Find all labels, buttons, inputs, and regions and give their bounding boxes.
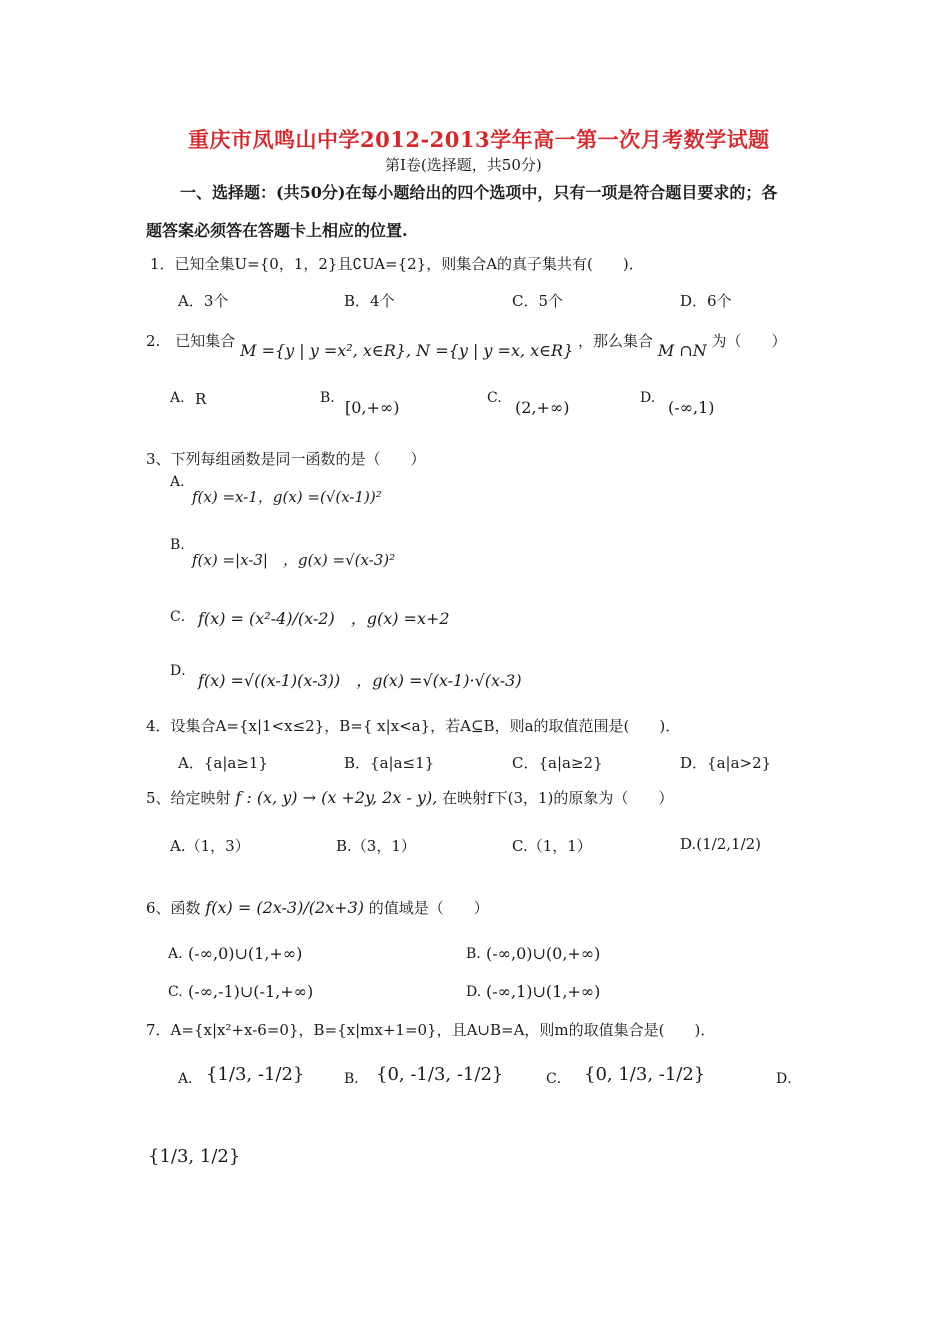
question-6-option-a: (-∞,0)∪(1,+∞) — [188, 944, 303, 963]
page-title: 重庆市凤鸣山中学2012-2013学年高一第一次月考数学试题 — [188, 127, 770, 152]
question-3-option-d: f(x) =√((x-1)(x-3)) ，g(x) =√(x-1)·√(x-3) — [198, 671, 522, 690]
question-2-label-b: B. — [320, 390, 335, 406]
question-3-option-b: f(x) =|x-3| ，g(x) =√(x-3)² — [192, 551, 396, 569]
question-6-stem-math: f(x) = (2x-3)/(2x+3) — [205, 898, 364, 917]
section-instruction-line2: 题答案必须答在答题卡上相应的位置. — [146, 221, 408, 240]
question-2-stem-math: M ={y | y =x², x∈R}, N ={y | y =x, x∈R} — [240, 341, 574, 360]
question-1-stem: 1．已知全集U={0，1，2}且∁UA={2}，则集合A的真子集共有( )． — [150, 255, 644, 273]
question-2-option-d: (-∞,1) — [668, 398, 715, 417]
question-6-stem-suffix: 的值域是（ ） — [368, 899, 489, 917]
question-4-option-a: A．{a|a≥1} — [178, 754, 268, 772]
question-6-label-d: D. — [466, 984, 482, 1000]
question-4-option-d: D．{a|a>2} — [680, 754, 772, 772]
question-2-stem-math2: M ∩N — [657, 341, 707, 360]
question-3-option-a: f(x) =x-1，g(x) =(√(x-1))² — [192, 488, 382, 506]
question-7-option-c: {0, 1/3, -1/2} — [584, 1064, 706, 1085]
question-5-option-a: A.（1，3） — [170, 837, 250, 855]
question-5-stem-math: f : (x, y) → (x +2y, 2x - y), — [235, 788, 438, 807]
question-3-label-d: D． — [170, 663, 196, 679]
question-1-option-d: D．6个 — [680, 292, 732, 310]
question-4-stem: 4．设集合A={x|1<x≤2}，B={ x|x<a}，若A⊆B，则a的取值范围是( )． — [146, 717, 681, 735]
question-6-option-c: (-∞,-1)∪(-1,+∞) — [188, 982, 314, 1001]
question-2-stem — [146, 330, 787, 360]
question-3-stem: 3、下列每组函数是同一函数的是（ ） — [146, 450, 426, 468]
question-2-stem-end: 为（ ） — [711, 332, 787, 350]
question-5-option-b: B.（3，1） — [336, 837, 416, 855]
question-5-stem-prefix: 5、给定映射 — [146, 789, 231, 807]
question-6-label-a: A. — [168, 946, 183, 962]
question-3-label-b: B. — [170, 537, 185, 553]
question-1-option-b: B．4个 — [344, 292, 395, 310]
question-3-option-c: f(x) = (x²-4)/(x-2) ，g(x) =x+2 — [198, 609, 450, 628]
page-subtitle: 第Ⅰ卷(选择题，共50分) — [385, 156, 542, 174]
question-2-stem-suffix: ，那么集合 — [578, 332, 654, 350]
question-6-option-d: (-∞,1)∪(1,+∞) — [486, 982, 601, 1001]
question-1-option-c: C．5个 — [512, 292, 564, 310]
question-2-label-a: A. — [170, 390, 185, 406]
question-5-stem — [146, 787, 673, 808]
question-3-label-c: C． — [170, 609, 195, 625]
question-7-option-d: {1/3, 1/2} — [148, 1146, 241, 1167]
question-4-option-b: B．{a|a≤1} — [344, 754, 435, 772]
question-1-option-a: A．3个 — [178, 292, 229, 310]
section-instruction-line1: 一、选择题：(共50分)在每小题给出的四个选项中，只有一项是符合题目要求的；各 — [180, 183, 778, 202]
question-7-option-a: {1/3, -1/2} — [206, 1064, 305, 1085]
question-2-label-c: C. — [487, 390, 502, 406]
question-7-label-a: A． — [178, 1071, 203, 1087]
question-2-stem-prefix: 2. 已知集合 — [146, 332, 236, 350]
question-7-option-b: {0, -1/3, -1/2} — [376, 1064, 504, 1085]
question-6-stem-prefix: 6、函数 — [146, 899, 201, 917]
question-2-option-b: [0,+∞) — [345, 398, 400, 417]
question-2-option-a: R — [195, 390, 207, 408]
question-7-label-d: D． — [776, 1071, 802, 1087]
question-6-label-c: C. — [168, 984, 183, 1000]
question-2-label-d: D. — [640, 390, 656, 406]
question-4-option-c: C．{a|a≥2} — [512, 754, 603, 772]
question-6-stem — [146, 897, 489, 918]
question-6-label-b: B. — [466, 946, 481, 962]
question-7-label-c: C． — [546, 1071, 571, 1087]
question-7-stem: 7．A={x|x²+x-6=0}，B={x|mx+1=0}，且A∪B=A，则m的取值集合是( )． — [146, 1021, 716, 1039]
question-5-option-c: C.（1，1） — [512, 837, 592, 855]
question-7-label-b: B． — [344, 1071, 369, 1087]
question-3-label-a: A. — [170, 474, 185, 490]
question-5-option-d: D.(1/2,1/2) — [680, 835, 762, 853]
question-6-option-b: (-∞,0)∪(0,+∞) — [486, 944, 601, 963]
question-2-option-c: (2,+∞) — [515, 398, 570, 417]
question-5-stem-suffix: 在映射f下(3，1)的原象为（ ） — [442, 789, 674, 807]
